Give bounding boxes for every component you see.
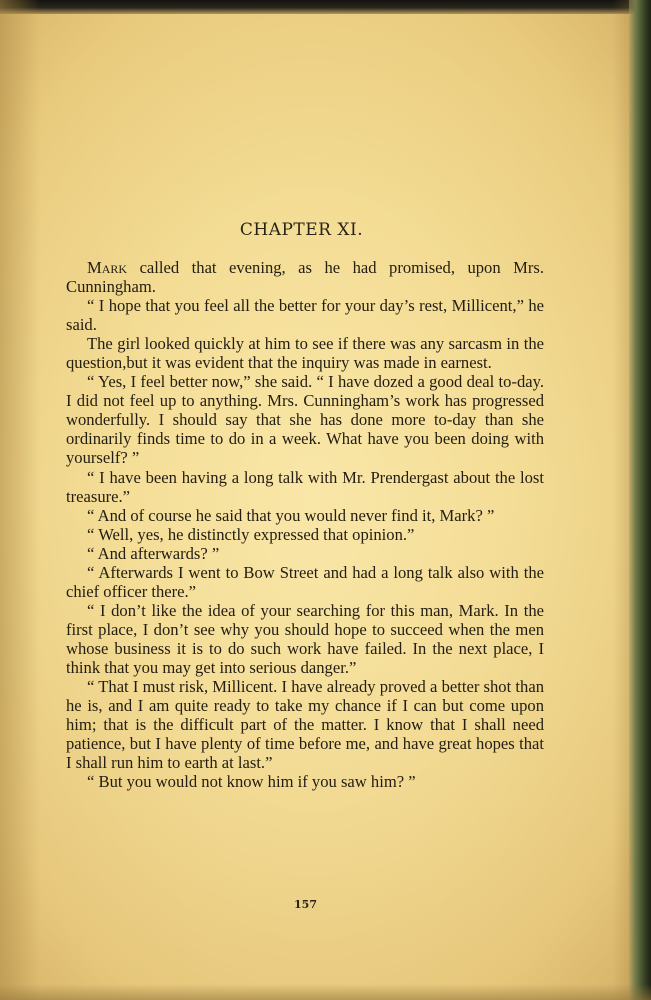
paragraph-lead-word: Mark <box>87 258 128 277</box>
paragraph: “ Yes, I feel better now,” she said. “ I have dozed a good deal to-day. I did not feel up to anything. Mrs. Cunningham’s work has progressed wonderfully. I should say that she has done more to-day than she ordinarily finds time to do in a week. What have you been doing with yourself? ” <box>66 372 544 468</box>
chapter-heading: CHAPTER XI. <box>239 220 364 240</box>
paragraph: “ I hope that you feel all the better for your day’s rest, Millicent,” he said. <box>66 296 544 335</box>
chapter-body <box>66 258 544 791</box>
paragraph: “ That I must risk, Millicent. I have already proved a better shot than he is, and I am quite ready to take my chance if I can but come upon him; that is the difficult part of the matter. I know that I shall need patience, but I have plenty of time before me, and have great hopes that I shall run him to earth at last.” <box>66 677 544 773</box>
page-gutter-shadow <box>613 0 629 1000</box>
page-bottom-edge <box>0 984 651 1000</box>
paragraph: “ Afterwards I went to Bow Street and had a long talk also with the chief officer there.” <box>66 562 544 601</box>
page-left-shadow <box>0 0 40 1000</box>
paragraph: “ I don’t like the idea of your searching for this man, Mark. In the first place, I don’t see why you should hope to succeed when the men whose business it is to do such work have failed. In the next place, I think that you may get into serious danger.” <box>66 600 544 677</box>
page-top-edge <box>0 0 651 14</box>
paragraph: “ Well, yes, he distinctly expressed that opinion.” <box>87 524 415 544</box>
paragraph <box>66 258 544 296</box>
paragraph-text: called that evening, as he had promised, upon Mrs. Cunningham. <box>66 258 544 297</box>
paragraph: The girl looked quickly at him to see if there was any sarcasm in the question,but it was evident that the inquiry was made in earnest. <box>66 334 544 373</box>
paragraph: “ And afterwards? ” <box>87 543 220 563</box>
page-number: 157 <box>294 898 317 911</box>
paragraph: “ And of course he said that you would never find it, Mark? ” <box>87 505 495 525</box>
paragraph: “ But you would not know him if you saw him? ” <box>87 772 416 792</box>
paragraph: “ I have been having a long talk with Mr. Prendergast about the lost treasure.” <box>66 467 544 506</box>
book-binding-edge <box>629 0 651 1000</box>
